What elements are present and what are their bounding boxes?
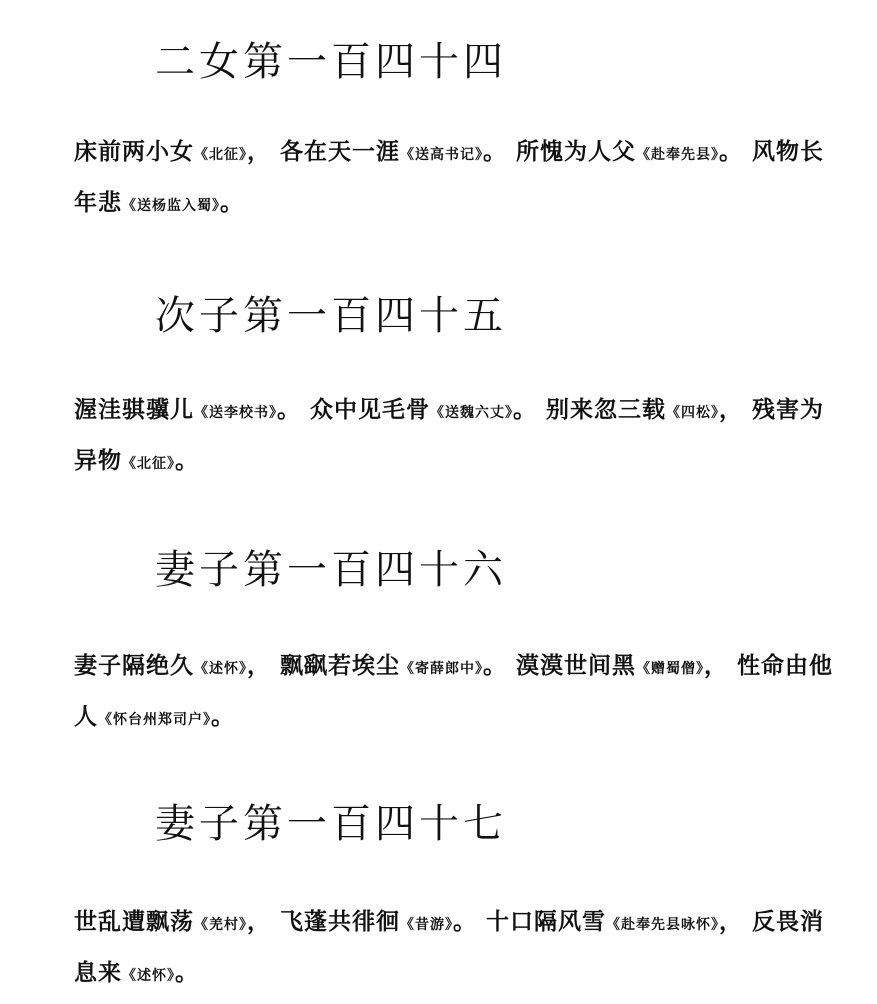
punctuation: 。 — [719, 138, 744, 165]
source-title: 《北征》 — [122, 456, 175, 472]
section-title: 二女第一百四十四 — [155, 39, 507, 85]
punctuation: ， — [247, 652, 271, 679]
source-title: 《赴奉先县》 — [636, 147, 720, 163]
punctuation: 。 — [513, 396, 538, 423]
source-title: 《羌村》 — [194, 917, 247, 933]
punctuation: ， — [247, 138, 271, 165]
section-title: 妻子第一百四十七 — [155, 801, 507, 847]
source-title: 《北征》 — [194, 147, 247, 163]
section-body — [74, 128, 834, 230]
poem-line: 所愧为人父 — [516, 138, 637, 165]
punctuation: 。 — [175, 447, 199, 474]
source-title: 《四松》 — [666, 405, 720, 421]
source-title: 《送高书记》 — [400, 147, 484, 163]
source-title: 《述怀》 — [194, 661, 247, 677]
punctuation: 。 — [175, 959, 199, 986]
poem-line: 十口隔风雪 — [486, 908, 607, 935]
source-title: 《赴奉先县咏怀》 — [606, 917, 720, 933]
poem-line: 反畏消息来 — [74, 908, 825, 986]
source-title: 《送杨监入蜀》 — [122, 198, 220, 214]
poem-line: 渥洼骐骥儿 — [74, 396, 194, 423]
poem-line: 妻子隔绝久 — [74, 652, 194, 679]
punctuation: ， — [247, 908, 271, 935]
section-body — [74, 642, 834, 744]
poem-line: 众中见毛骨 — [310, 396, 431, 423]
punctuation: 。 — [483, 138, 508, 165]
source-title: 《赠蜀僧》 — [636, 661, 705, 677]
punctuation: 。 — [277, 396, 301, 423]
punctuation: 。 — [211, 703, 235, 730]
poem-line: 飞蓬共徘徊 — [280, 908, 401, 935]
source-title: 《昔游》 — [400, 917, 454, 933]
source-title: 《怀台州郑司户》 — [98, 712, 211, 728]
punctuation: ， — [719, 908, 744, 935]
section-title: 次子第一百四十五 — [155, 293, 507, 339]
section-body — [74, 386, 834, 488]
section-body — [74, 898, 834, 1000]
source-title: 《送李校书》 — [194, 405, 277, 421]
poem-line: 床前两小女 — [74, 138, 194, 165]
poem-line: 残害为异物 — [74, 396, 825, 474]
poem-line: 漠漠世间黑 — [516, 652, 637, 679]
source-title: 《述怀》 — [122, 968, 175, 984]
poem-line: 性命由他人 — [74, 652, 834, 730]
poem-line: 各在天一涯 — [280, 138, 401, 165]
punctuation: 。 — [453, 908, 478, 935]
poem-line: 别来忽三载 — [546, 396, 667, 423]
section-title: 妻子第一百四十六 — [155, 547, 507, 593]
punctuation: ， — [704, 652, 729, 679]
source-title: 《送魏六丈》 — [430, 405, 514, 421]
source-title: 《寄薛郎中》 — [400, 661, 484, 677]
poem-line: 世乱遭飘荡 — [74, 908, 194, 935]
punctuation: 。 — [220, 189, 244, 216]
poem-line: 飘飖若埃尘 — [280, 652, 401, 679]
punctuation: ， — [719, 396, 744, 423]
poem-line: 风物长年悲 — [74, 138, 825, 216]
punctuation: 。 — [483, 652, 508, 679]
